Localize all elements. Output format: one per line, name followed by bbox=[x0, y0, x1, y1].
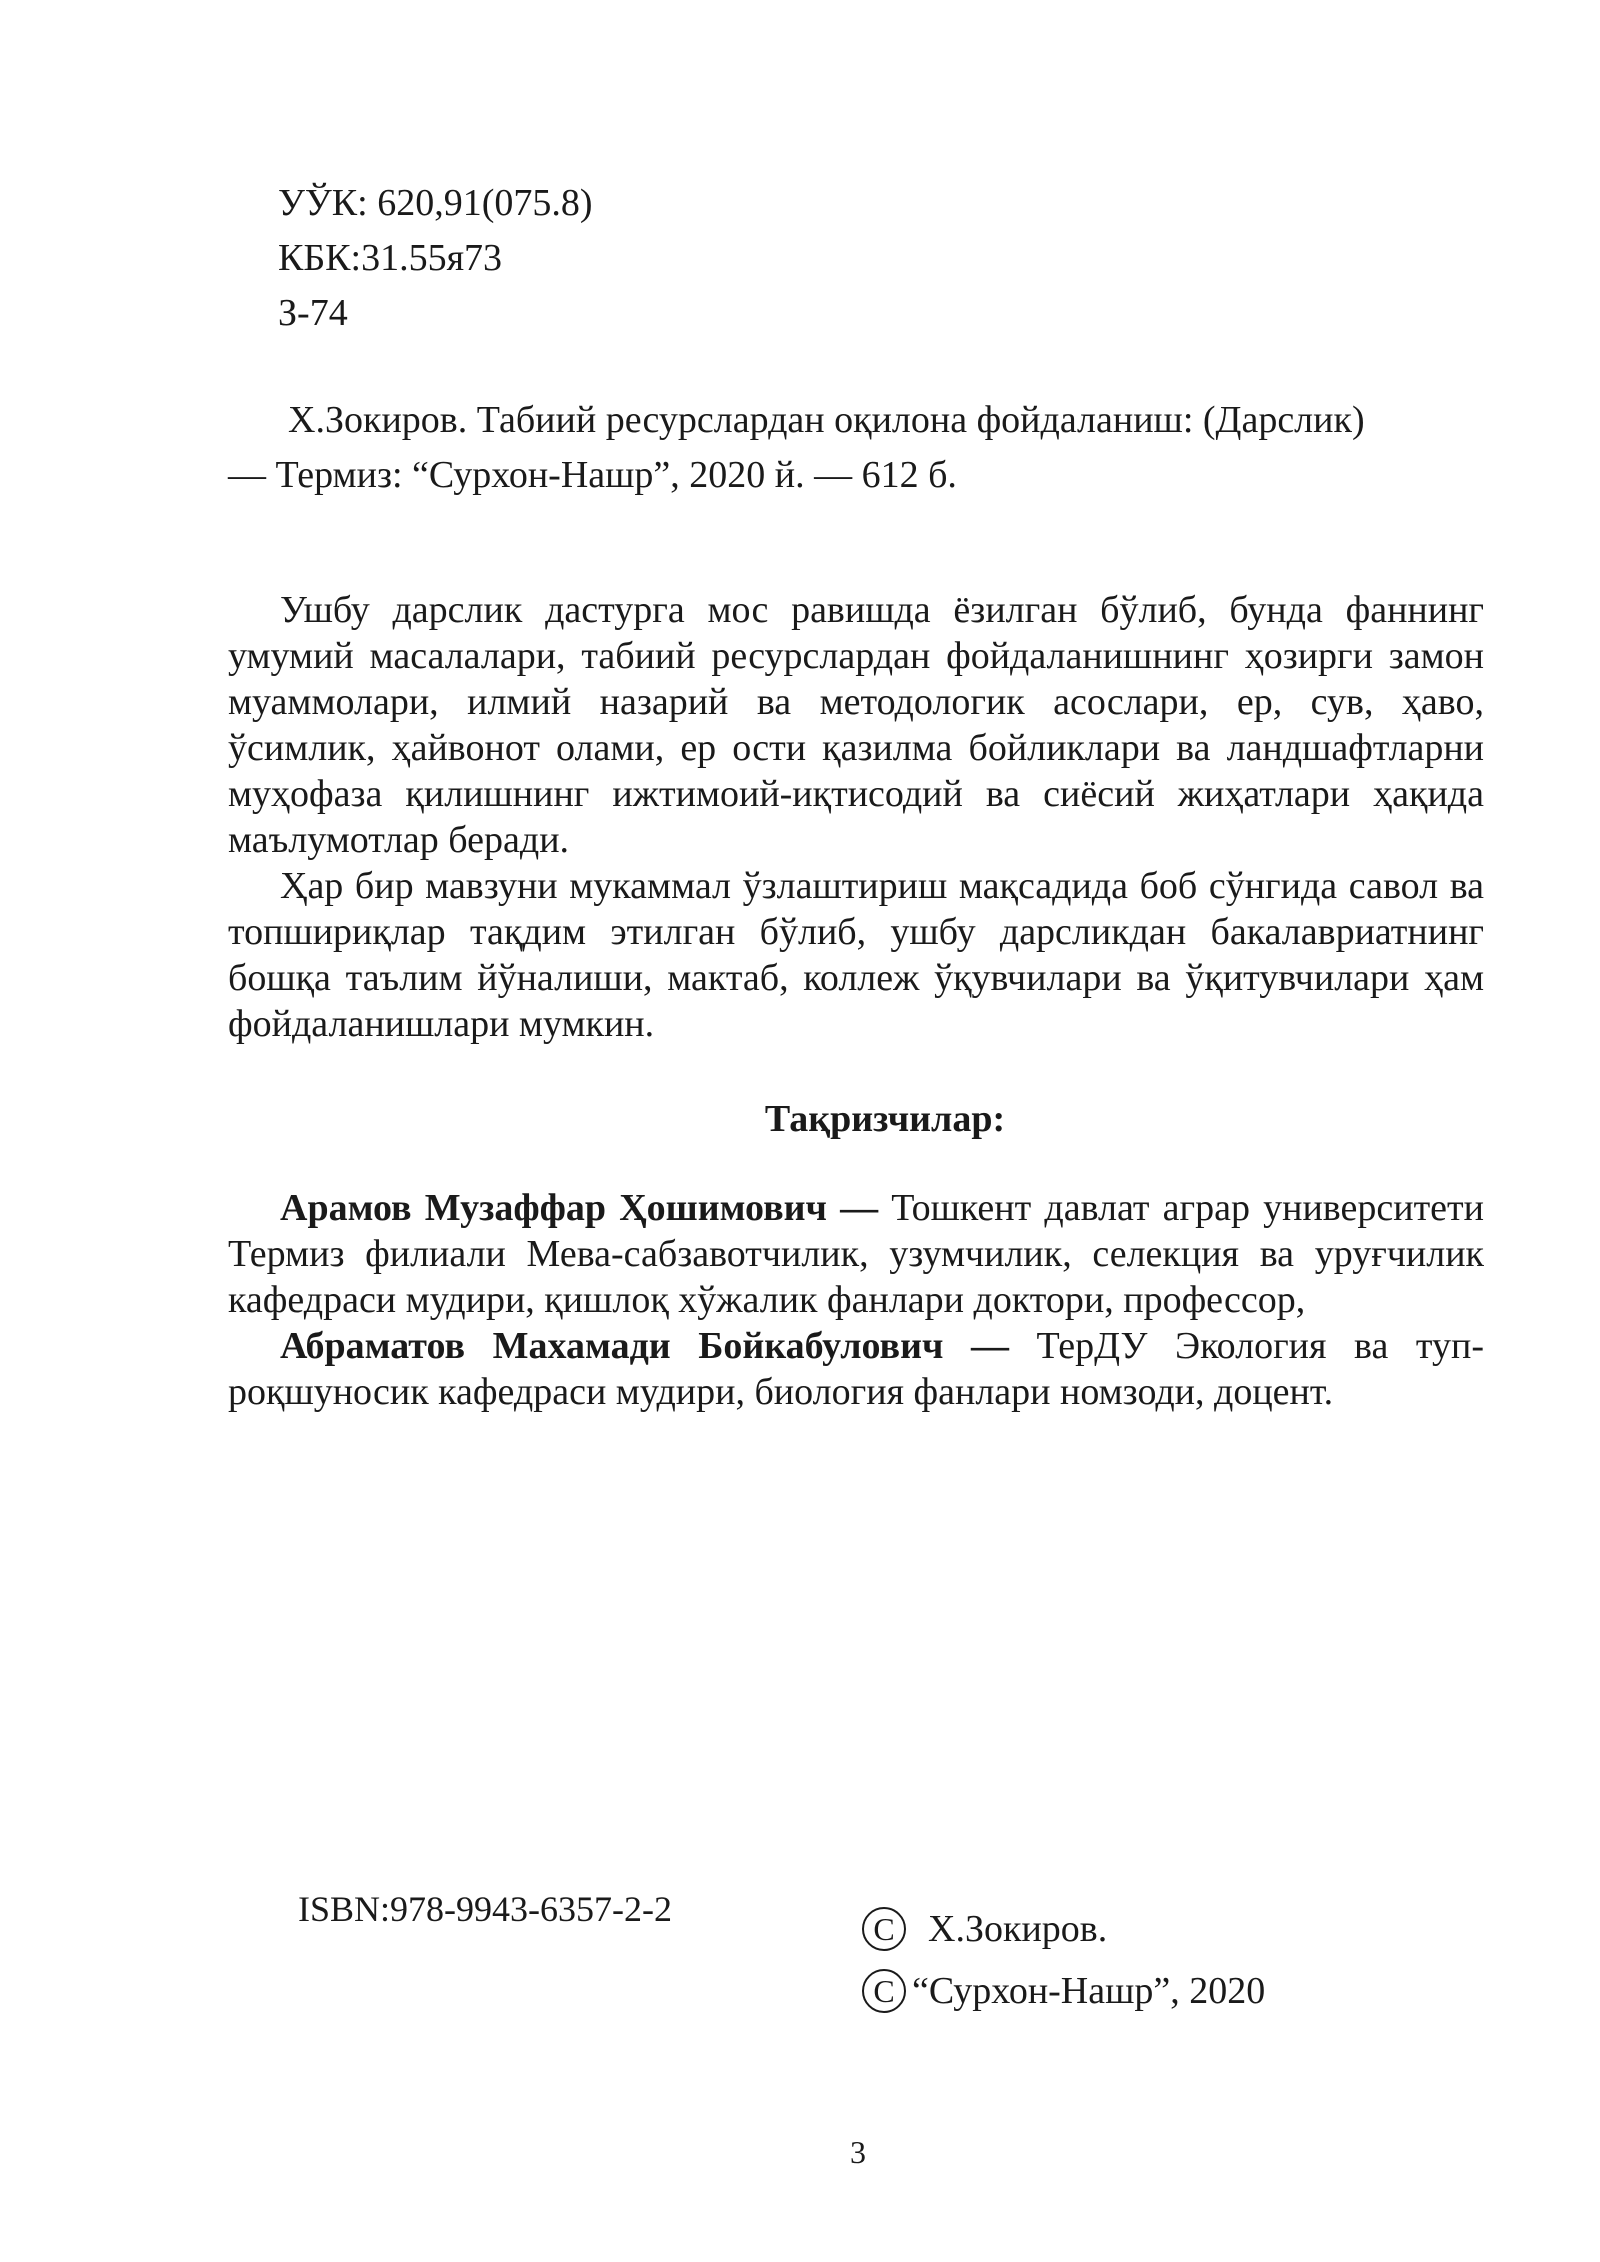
author-mark: З-74 bbox=[278, 292, 348, 334]
copyright-row-author bbox=[862, 1898, 1265, 1960]
abstract bbox=[228, 587, 1484, 1047]
reviewers-list bbox=[228, 1185, 1484, 1415]
reviewers-heading-text: Тақризчилар: bbox=[764, 1098, 1006, 1140]
reviewer-description: Тошкент давлат аграр университети Термиз филиали Мева-сабзавотчилик, узумчилик, селекция ва уруғчилик кафедраси мудири, қишлоқ хўжалик фанлари доктори, профессор, bbox=[228, 1187, 1484, 1321]
copyright-icon: C bbox=[862, 1969, 906, 2013]
reviewer-entry bbox=[228, 1323, 1484, 1415]
copyright-icon: C bbox=[862, 1907, 906, 1951]
reviewers-heading bbox=[0, 1097, 1600, 1141]
citation-line-1: Х.Зокиров. Табиий ресурслардан оқилона фойдаланиш: (Дарслик) bbox=[288, 399, 1365, 441]
reviewer-name: Арамов Музаффар Ҳошимович — bbox=[280, 1187, 879, 1229]
copyright-block bbox=[862, 1898, 1265, 2022]
abstract-paragraph-2: Ҳар бир мавзуни мукаммал ўзлаштириш мақсадида боб сўнгида савол ва топшириқлар тақдим этилган бўлиб, ушбу дарсликдан бакалавриатнинг бошқа таълим йўналиши, мактаб, коллеж ўқувчилари ва ўқитувчилари ҳам фойдаланишлари мумкин. bbox=[228, 865, 1484, 1045]
page-number-text: 3 bbox=[850, 2134, 866, 2170]
bbk-code: КБК:31.55я73 bbox=[278, 237, 503, 279]
bibliographic-citation bbox=[228, 393, 1484, 503]
reviewer-description: ТерДУ Экология ва тупроқшуносик кафедраси мудири, биология фанлари номзоди, доцент. bbox=[228, 1325, 1484, 1413]
classification-codes bbox=[278, 176, 593, 341]
page-number bbox=[0, 2134, 1600, 2171]
copyright-publisher: “Сурхон-Нашр”, 2020 bbox=[912, 1970, 1266, 2012]
reviewer-entry bbox=[228, 1185, 1484, 1323]
abstract-paragraph-1: Ушбу дарслик дастурга мос равишда ёзилган бўлиб, бунда фаннинг умумий масалалари, табиий ресурслардан фойдаланишнинг ҳозирги замон муаммолари, илмий назарий ва методологик асослари, ер, сув, ҳаво, ўсимлик, ҳайвонот олами, ер ости қазилма бойликлари ва ландшафтларни муҳофаза қилишнинг ижтимоий-иқтисодий ва сиёсий жиҳатлари ҳақида маълумотлар беради. bbox=[228, 589, 1484, 861]
copyright-row-publisher bbox=[862, 1960, 1265, 2022]
citation-line-2: — Термиз: “Сурхон-Нашр”, 2020 й. — 612 б. bbox=[228, 454, 957, 496]
udk-code: УЎК: 620,91(075.8) bbox=[278, 182, 593, 224]
reviewer-name: Абраматов Махамади Бойкабулович — bbox=[280, 1325, 1009, 1367]
copyright-author: Х.Зокиров. bbox=[928, 1908, 1108, 1950]
isbn: ISBN:978-9943-6357-2-2 bbox=[298, 1889, 672, 1929]
